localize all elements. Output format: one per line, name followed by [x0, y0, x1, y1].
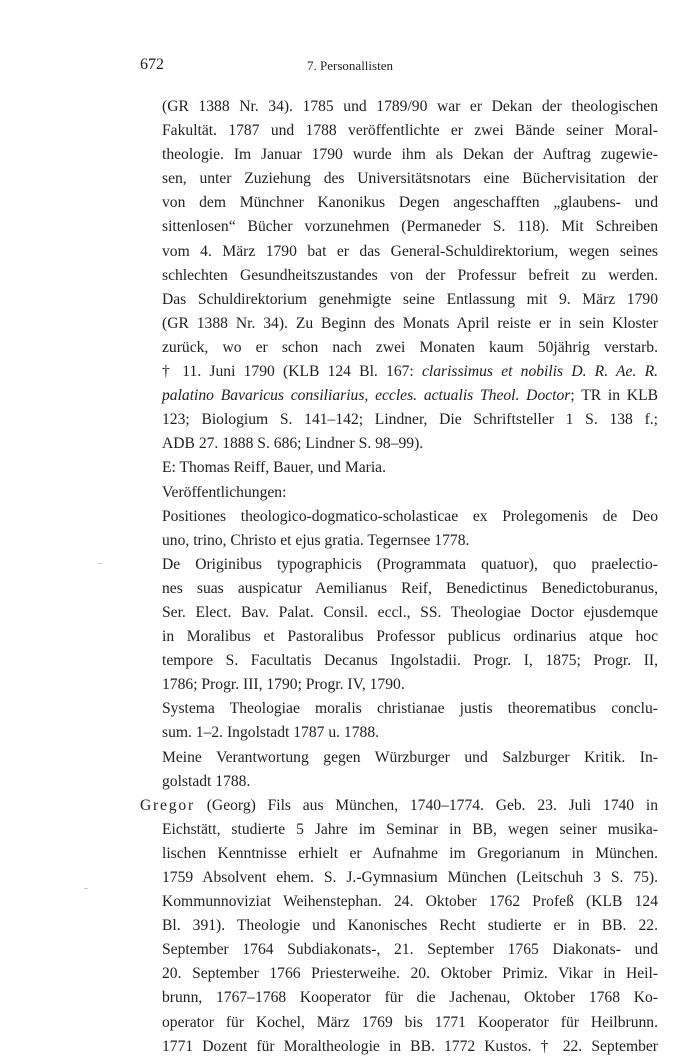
text-line [140, 119, 658, 143]
text-run: 20. September 1766 Priesterweihe. 20. Oktober Primiz. Vikar in Heil- [162, 965, 658, 983]
text-line [140, 264, 658, 288]
text-run: Systema Theologiae moralis christianae justis theorematibus conclu- [162, 700, 658, 718]
text-line [140, 746, 658, 770]
page-number: 672 [140, 56, 164, 73]
text-line [140, 577, 658, 601]
text-run: schlechten Gesundheitszustandes von der Professur befreit zu werden. [162, 266, 658, 284]
text-line [140, 601, 658, 625]
text-run: Das Schuldirektorium genehmigte seine Entlassung mit 9. März 1790 [162, 290, 658, 308]
text-line [140, 191, 658, 215]
text-line [140, 215, 658, 239]
margin-mark [98, 563, 102, 564]
text-line [140, 938, 658, 962]
text-run: (GR 1388 Nr. 34). 1785 und 1789/90 war er Dekan der theologischen [162, 98, 658, 115]
text-run: tempore S. Facultatis Decanus Ingolstadii. Progr. I, 1875; Progr. II, [162, 652, 658, 670]
text-line [140, 890, 658, 914]
text-line [140, 962, 658, 986]
text-line [140, 432, 658, 456]
text-line [140, 625, 658, 649]
text-run: operator für Kochel, März 1769 bis 1771 Kooperator für Heilbrunn. [162, 1013, 658, 1031]
text-run: theologie. Im Januar 1790 wurde ihm als Dekan der Auftrag zugewie- [162, 146, 658, 164]
text-line [140, 866, 658, 890]
text-run: Ser. Elect. Bav. Palat. Consil. eccl., SS. Theologiae Doctor ejusdemque [162, 603, 658, 621]
text-run: von dem Münchner Kanonikus Degen angeschafften „glaubens- und [162, 194, 658, 212]
text-run: (GR 1388 Nr. 34). Zu Beginn des Monats April reiste er in sein Kloster [162, 314, 658, 332]
text-run: sum. 1–2. Ingolstadt 1787 u. 1788. [162, 724, 380, 742]
text-line [140, 914, 658, 938]
italic-quote: palatino Bavaricus consiliarius, eccles. actualis Theol. Doctor [162, 387, 571, 405]
text-line [140, 673, 658, 697]
text-line [140, 167, 658, 191]
text-run: September 1764 Subdiakonats-, 21. September 1765 Diakonats- und [162, 941, 658, 959]
text-run: Positiones theologico-dogmatico-scholasticae ex Prolegomenis de Deo [162, 507, 658, 525]
text-run: vom 4. März 1790 bat er das General-Schuldirektorium, wegen seines [162, 242, 658, 260]
text-run: Bl. 391). Theologie und Kanonisches Recht studierte er in BB. 22. [162, 917, 658, 935]
text-run: uno, trino, Christo et ejus gratia. Tegernsee 1778. [162, 531, 470, 549]
text-line [140, 288, 658, 312]
text-line [140, 240, 658, 264]
text-run: nes suas auspicatur Aemilianus Reif, Benedictinus Benedictoburanus, [162, 579, 658, 597]
text-run: in Moralibus et Pastoralibus Professor publicus ordinarius atque hoc [162, 628, 658, 646]
text-run: Veröffentlichungen: [162, 483, 287, 501]
text-run: sittenlosen“ Bücher vorzunehmen (Permaneder S. 118). Mit Schreiben [162, 218, 658, 236]
text-run: 1771 Dozent für Moraltheologie in BB. 1772 Kustos. † 22. September [162, 1037, 658, 1055]
page-header [0, 56, 700, 80]
text-line [140, 384, 658, 408]
text-run: 1786; Progr. III, 1790; Progr. IV, 1790. [162, 676, 405, 694]
text-line [140, 818, 658, 842]
text-run: zurück, wo er schon nach zwei Monaten kaum 50jährig verstarb. [162, 338, 658, 356]
entry-heading-line [140, 794, 658, 818]
text-line [140, 721, 658, 745]
text-line [140, 481, 658, 505]
text-line [140, 456, 658, 480]
text-line [140, 95, 658, 119]
text-line [140, 336, 658, 360]
text-line [140, 529, 658, 553]
text-run: 123; Biologium S. 141–142; Lindner, Die Schriftsteller 1 S. 138 f.; [162, 411, 658, 429]
text-line [140, 360, 658, 384]
text-run: Meine Verantwortung gegen Würzburger und Salzburger Kritik. In- [162, 748, 658, 766]
text-run: † 11. Juni 1790 (KLB 124 Bl. 167: [162, 363, 422, 381]
text-line [140, 1035, 658, 1059]
text-line [140, 143, 658, 167]
italic-quote: clarissimus et nobilis D. R. Ae. R. [421, 363, 658, 381]
text-line [140, 986, 658, 1010]
text-run: sen, unter Zuziehung des Universitätsnotars eine Büchervisitation der [162, 170, 658, 188]
text-run: Kommunnoviziat Weihenstephan. 24. Oktober 1762 Profeß (KLB 124 [162, 893, 658, 911]
text-line [140, 553, 658, 577]
text-run: ; TR in KLB [570, 387, 658, 405]
text-run: golstadt 1788. [162, 772, 251, 790]
text-line [140, 1011, 658, 1035]
margin-mark [84, 888, 88, 889]
text-line [140, 408, 658, 432]
text-run: ADB 27. 1888 S. 686; Lindner S. 98–99). [162, 435, 424, 453]
running-head: 7. Personallisten [307, 58, 393, 73]
text-line [140, 505, 658, 529]
text-line [140, 842, 658, 866]
entry-name: Gregor [140, 796, 195, 814]
text-run: 1759 Absolvent ehem. S. J.-Gymnasium München (Leitschuh 3 S. 75). [162, 869, 658, 886]
text-run: E: Thomas Reiff, Bauer, und Maria. [162, 459, 386, 477]
text-line [140, 312, 658, 336]
text-line [140, 770, 658, 794]
text-run: (Georg) Fils aus München, 1740–1774. Geb. 23. Juli 1740 in [194, 796, 658, 814]
text-line [140, 697, 658, 721]
text-body [140, 95, 658, 1059]
text-line [140, 649, 658, 673]
text-run: Eichstätt, studierte 5 Jahre im Seminar in BB, wegen seiner musika- [162, 820, 658, 838]
text-run: Fakultät. 1787 und 1788 veröffentlichte er zwei Bände seiner Moral- [162, 122, 658, 140]
text-run: De Originibus typographicis (Programmata quatuor), quo praelectio- [162, 555, 658, 573]
text-run: lischen Kenntnisse erhielt er Aufnahme im Gregorianum in München. [162, 844, 658, 862]
text-run: brunn, 1767–1768 Kooperator für die Jachenau, Oktober 1768 Ko- [162, 989, 658, 1007]
